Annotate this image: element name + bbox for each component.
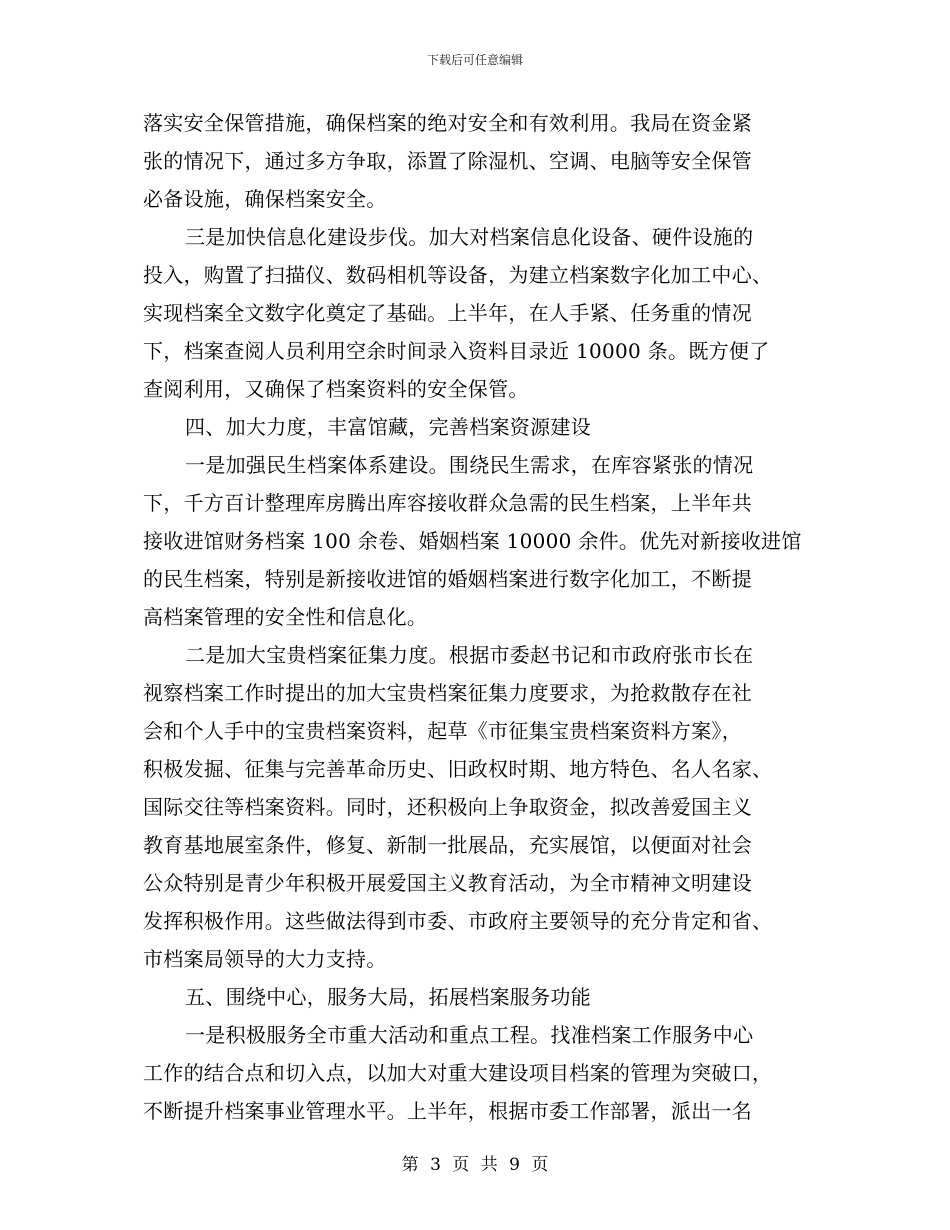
paragraph-first-line: 一是积极服务全市重大活动和重点工程。找准档案工作服务中心 [185,1023,754,1047]
body-line: 实现档案全文数字化奠定了基础。上半年，在人手紧、任务重的情况 [143,301,752,325]
body-line: 公众特别是青少年积极开展爱国主义教育活动，为全市精神文明建设 [143,871,752,895]
section-heading: 四、加大力度，丰富馆藏，完善档案资源建设 [185,415,591,439]
body-line: 高档案管理的安全性和信息化。 [143,605,428,629]
body-line: 必备设施，确保档案安全。 [143,187,387,211]
body-line: 落实安全保管措施，确保档案的绝对安全和有效利用。我局在资金紧 [143,111,752,135]
body-line: 下，千方百计整理库房腾出库容接收群众急需的民生档案，上半年共 [143,491,752,515]
section-heading: 五、围绕中心，服务大局，拓展档案服务功能 [185,985,591,1009]
body-line: 张的情况下，通过多方争取，添置了除湿机、空调、电脑等安全保管 [143,149,752,173]
body-line: 不断提升档案事业管理水平。上半年，根据市委工作部署，派出一名 [143,1099,752,1123]
body-line: 会和个人手中的宝贵档案资料，起草《市征集宝贵档案资料方案》， [143,719,742,743]
page-header-note: 下载后可任意编辑 [426,53,523,67]
body-line: 工作的结合点和切入点，以加大对重大建设项目档案的管理为突破口， [143,1061,773,1085]
body-line: 接收进馆财务档案 100 余卷、婚姻档案 10000 余件。优先对新接收进馆 [143,529,802,553]
body-line: 查阅利用，又确保了档案资料的安全保管。 [143,377,529,401]
paragraph-first-line: 二是加大宝贵档案征集力度。根据市委赵书记和市政府张市长在 [185,643,754,667]
body-line: 积极发掘、征集与完善革命历史、旧政权时期、地方特色、名人名家、 [143,757,773,781]
page-number: 第 3 页 共 9 页 [401,1155,549,1175]
body-line: 下，档案查阅人员利用空余时间录入资料目录近 10000 条。既方便了 [143,339,770,363]
body-line: 发挥积极作用。这些做法得到市委、市政府主要领导的充分肯定和省、 [143,909,773,933]
body-line: 投入，购置了扫描仪、数码相机等设备，为建立档案数字化加工中心、 [143,263,773,287]
body-line: 市档案局领导的大力支持。 [143,947,387,971]
body-line: 的民生档案，特别是新接收进馆的婚姻档案进行数字化加工，不断提 [143,567,752,591]
body-line: 国际交往等档案资料。同时，还积极向上争取资金，拟改善爱国主义 [143,795,752,819]
body-line: 教育基地展室条件，修复、新制一批展品，充实展馆，以便面对社会 [143,833,752,857]
document-body [143,104,811,1130]
paragraph-first-line: 三是加快信息化建设步伐。加大对档案信息化设备、硬件设施的 [185,225,754,249]
body-line: 视察档案工作时提出的加大宝贵档案征集力度要求，为抢救散存在社 [143,681,752,705]
paragraph-first-line: 一是加强民生档案体系建设。围绕民生需求，在库容紧张的情况 [185,453,754,477]
